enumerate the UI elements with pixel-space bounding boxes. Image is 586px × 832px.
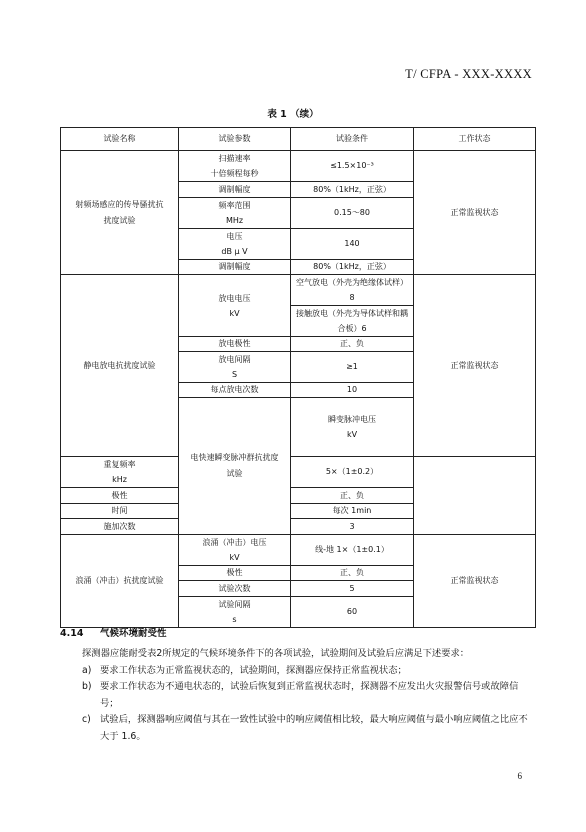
condition-cell: 80%（1kHz，正弦） bbox=[291, 260, 414, 275]
param-line: 放电电压 kV bbox=[218, 293, 251, 318]
section-heading bbox=[60, 625, 167, 639]
param-cell bbox=[61, 456, 179, 487]
param-cell: 极性 bbox=[179, 565, 291, 580]
list-marker: b) bbox=[82, 681, 92, 692]
param-line: 瞬变脉冲电压 kV bbox=[328, 414, 376, 439]
param-cell bbox=[179, 198, 291, 229]
status-cell: 正常监视状态 bbox=[414, 534, 536, 627]
param-cell bbox=[179, 229, 291, 260]
table-row bbox=[61, 518, 536, 534]
list-marker: c) bbox=[82, 714, 91, 725]
table-row bbox=[61, 275, 536, 306]
list-item bbox=[82, 663, 536, 680]
param-cell: 极性 bbox=[61, 487, 179, 503]
param-cell: 试验次数 bbox=[179, 580, 291, 596]
condition-cell: 线-地 1×（1±0.1） bbox=[291, 534, 414, 565]
condition-cell: 80%（1kHz，正弦） bbox=[291, 182, 414, 198]
param-cell bbox=[179, 275, 291, 337]
header-test-name: 试验名称 bbox=[61, 128, 179, 151]
condition-cell: 5×（1±0.2） bbox=[291, 456, 414, 487]
param-cell bbox=[179, 352, 291, 383]
table-header-row bbox=[61, 128, 536, 151]
list-item bbox=[82, 679, 536, 712]
param-cell: 施加次数 bbox=[61, 518, 179, 534]
param-line: 浪涌（冲击）电压 kV bbox=[202, 537, 267, 562]
condition-cell: 每次 1min bbox=[291, 503, 414, 518]
section-title: 气候环境耐受性 bbox=[100, 628, 167, 639]
param-line: 电压 dB μ V bbox=[221, 232, 248, 256]
table-row bbox=[61, 456, 536, 487]
section-body bbox=[82, 646, 536, 745]
param-cell: 放电极性 bbox=[179, 337, 291, 352]
condition-cell: 60 bbox=[291, 596, 414, 627]
condition-cell: 10 bbox=[291, 383, 414, 398]
param-cell: 调制幅度 bbox=[179, 260, 291, 275]
list-text: 试验后，探测器响应阈值与其在一致性试验中的响应阈值相比较，最大响应阈值与最小响应阈值之比应不大于 1.6。 bbox=[100, 714, 528, 742]
param-line: 频率范围 MHz bbox=[218, 201, 251, 225]
status-cell: 正常监视状态 bbox=[414, 151, 536, 275]
param-line: 扫描速率 十倍频程每秒 bbox=[210, 154, 259, 178]
param-line: 重复频率 kHz bbox=[103, 459, 136, 484]
condition-cell bbox=[291, 275, 414, 306]
table-row bbox=[61, 151, 536, 182]
condition-cell: 正、负 bbox=[291, 565, 414, 580]
test-name-cell bbox=[61, 151, 179, 275]
list-text: 要求工作状态为不通电状态的，试验后恢复到正常监视状态时，探测器不应发出火灾报警信号或故障信号； bbox=[100, 681, 519, 709]
condition-cell: 140 bbox=[291, 229, 414, 260]
test-name-cell: 静电放电抗扰度试验 bbox=[61, 275, 179, 457]
table-row bbox=[61, 503, 536, 518]
param-cell: 调制幅度 bbox=[179, 182, 291, 198]
condition-cell: 正、负 bbox=[291, 487, 414, 503]
param-cell bbox=[179, 534, 291, 565]
condition-text: 接触放电（外壳为导体试样和耦合板）6 bbox=[296, 309, 408, 333]
param-cell bbox=[179, 151, 291, 182]
list-item bbox=[82, 712, 536, 745]
param-line: 试验间隔 s bbox=[218, 599, 251, 624]
header-test-condition: 试验条件 bbox=[291, 128, 414, 151]
condition-cell: 3 bbox=[291, 518, 414, 534]
test-name: 射频场感应的传导骚扰抗扰度试验 bbox=[75, 199, 164, 225]
page-number: 6 bbox=[517, 771, 522, 781]
document-code: T/ CFPA - XXX-XXXX bbox=[405, 67, 532, 81]
condition-cell: 正、负 bbox=[291, 337, 414, 352]
condition-cell bbox=[291, 306, 414, 337]
condition-cell: 0.15～80 bbox=[291, 198, 414, 229]
param-cell: 时间 bbox=[61, 503, 179, 518]
header-work-status: 工作状态 bbox=[414, 128, 536, 151]
test-name-cell bbox=[179, 398, 291, 535]
test-name-cell: 浪涌（冲击）抗扰度试验 bbox=[61, 534, 179, 627]
condition-cell: ≥1 bbox=[291, 352, 414, 383]
param-cell bbox=[291, 398, 414, 457]
test-table bbox=[60, 127, 536, 628]
header-test-param: 试验参数 bbox=[179, 128, 291, 151]
section-intro: 探测器应能耐受表2所规定的气候环境条件下的各项试验，试验期间及试验后应满足下述要求： bbox=[82, 648, 470, 659]
param-cell: 每点放电次数 bbox=[179, 383, 291, 398]
table-row bbox=[61, 534, 536, 565]
status-cell: 正常监视状态 bbox=[414, 275, 536, 457]
list-text: 要求工作状态为正常监视状态的，试验期间，探测器应保持正常监视状态； bbox=[100, 664, 407, 676]
section-number: 4.14 bbox=[60, 628, 84, 639]
table-row bbox=[61, 487, 536, 503]
param-cell bbox=[179, 596, 291, 627]
test-name: 电快速瞬变脉冲群抗扰度试验 bbox=[190, 452, 279, 478]
list-marker: a) bbox=[82, 664, 92, 676]
condition-cell: ≤1.5×10⁻³ bbox=[291, 151, 414, 182]
param-line: 放电间隔 S bbox=[218, 355, 251, 379]
table-caption: 表 1 （续） bbox=[267, 109, 319, 120]
condition-cell: 5 bbox=[291, 580, 414, 596]
condition-text: 空气放电（外壳为绝缘体试样）8 bbox=[296, 278, 408, 302]
